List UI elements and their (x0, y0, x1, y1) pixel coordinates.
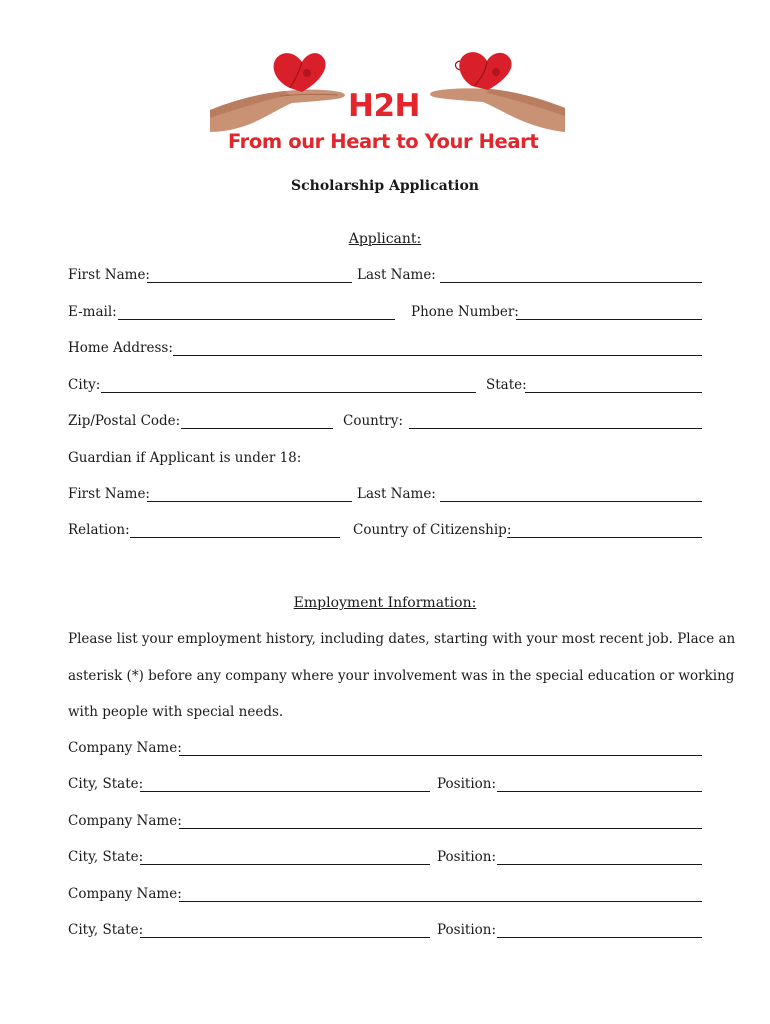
last-name-label: Last Name: (357, 267, 436, 283)
page-title: Scholarship Application (291, 178, 479, 194)
phone-label: Phone Number: (411, 304, 519, 320)
city-state-field[interactable] (140, 791, 430, 792)
city-state-label: City, State: (68, 922, 144, 938)
first-name-field[interactable] (147, 282, 352, 283)
guardian-last-name-label: Last Name: (357, 486, 436, 502)
zip-field[interactable] (181, 428, 333, 429)
city-state-label: City, State: (68, 776, 144, 792)
company-name-label: Company Name: (68, 886, 182, 902)
position-field[interactable] (497, 864, 702, 865)
city-field[interactable] (101, 392, 476, 393)
country-label: Country: (343, 413, 403, 429)
home-address-field[interactable] (173, 355, 702, 356)
email-label: E-mail: (68, 304, 117, 320)
guardian-first-name-label: First Name: (68, 486, 150, 502)
state-field[interactable] (525, 392, 702, 393)
relation-label: Relation: (68, 522, 130, 538)
company-name-field[interactable] (179, 828, 702, 829)
employment-heading: Employment Information: (293, 595, 477, 611)
logo-title: H2H (348, 88, 420, 124)
guardian-last-name-field[interactable] (440, 501, 702, 502)
employment-instructions-line: with people with special needs. (68, 704, 284, 720)
first-name-label: First Name: (68, 267, 150, 283)
citizenship-label: Country of Citizenship: (353, 522, 512, 538)
position-label: Position: (437, 922, 497, 938)
city-state-label: City, State: (68, 849, 144, 865)
position-label: Position: (437, 776, 497, 792)
citizenship-field[interactable] (507, 537, 702, 538)
position-field[interactable] (497, 937, 702, 938)
email-field[interactable] (118, 319, 395, 320)
position-label: Position: (437, 849, 497, 865)
city-state-field[interactable] (140, 864, 430, 865)
city-state-field[interactable] (140, 937, 430, 938)
applicant-heading: Applicant: (348, 231, 422, 247)
employment-instructions-line: Please list your employment history, including dates, starting with your most recent job. Place an (68, 631, 736, 647)
guardian-first-name-field[interactable] (147, 501, 352, 502)
company-name-label: Company Name: (68, 813, 182, 829)
company-name-label: Company Name: (68, 740, 182, 756)
phone-field[interactable] (516, 319, 702, 320)
zip-label: Zip/Postal Code: (68, 413, 181, 429)
h2h-logo (210, 48, 565, 163)
logo-tagline: From our Heart to Your Heart (228, 130, 539, 153)
city-label: City: (68, 377, 101, 393)
state-label: State: (486, 377, 527, 393)
guardian-note: Guardian if Applicant is under 18: (68, 450, 302, 466)
home-address-label: Home Address: (68, 340, 173, 356)
last-name-field[interactable] (440, 282, 702, 283)
country-field[interactable] (409, 428, 702, 429)
company-name-field[interactable] (179, 901, 702, 902)
employment-instructions-line: asterisk (*) before any company where your involvement was in the special education or working (68, 668, 735, 684)
relation-field[interactable] (130, 537, 340, 538)
company-name-field[interactable] (179, 755, 702, 756)
position-field[interactable] (497, 791, 702, 792)
